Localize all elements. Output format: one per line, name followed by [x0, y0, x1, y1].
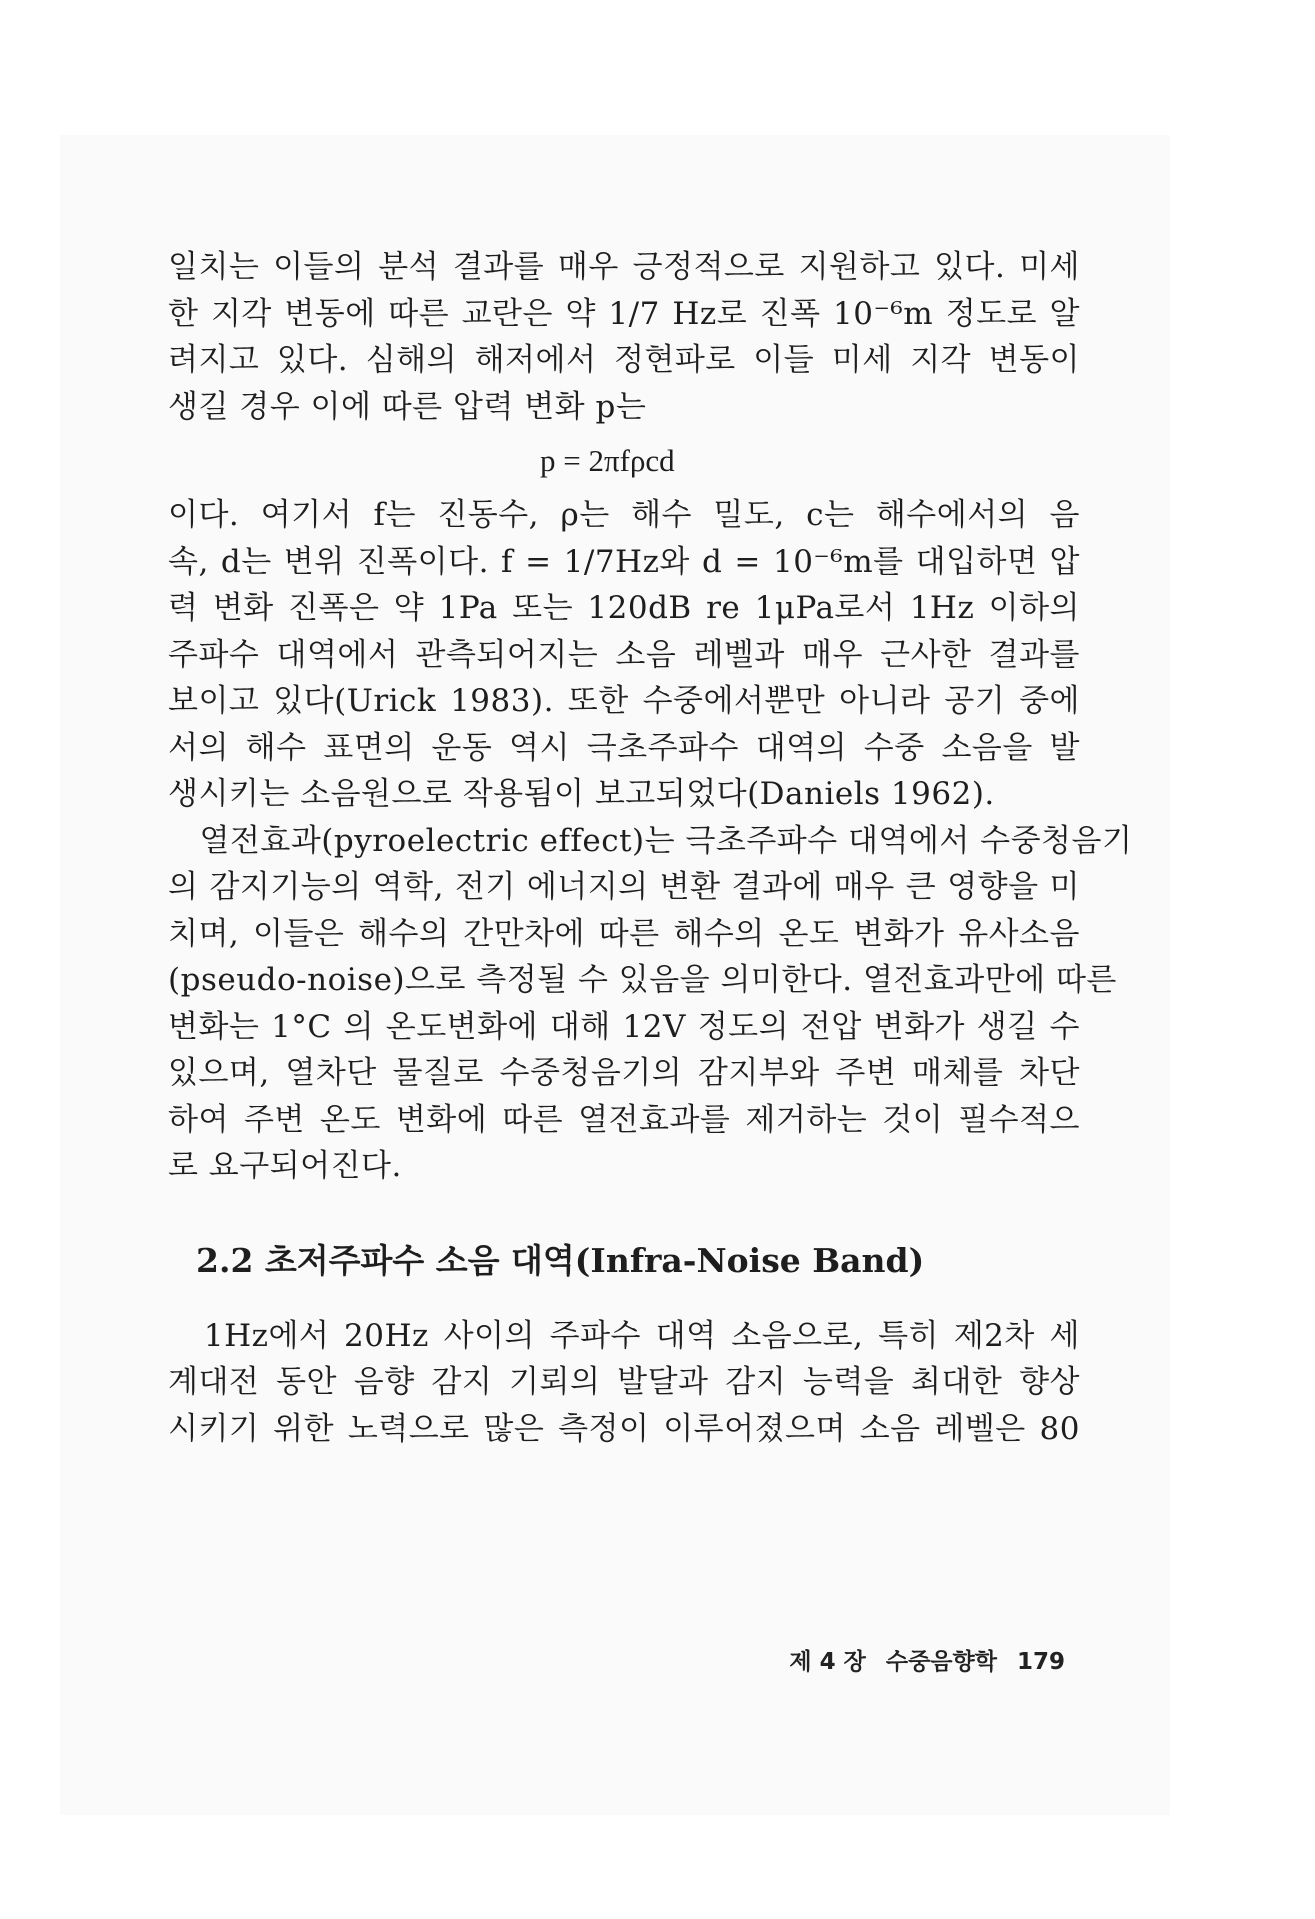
text-line: 있으며, 열차단 물질로 수중청음기의 감지부와 주변 매체를 차단	[168, 1055, 1080, 1091]
text-line: 한 지각 변동에 따른 교란은 약 1/7 Hz로 진폭 10⁻⁶m 정도로 알	[168, 295, 1080, 332]
text-line: 계대전 동안 음향 감지 기뢰의 발달과 감지 능력을 최대한 향상	[168, 1364, 1080, 1400]
text-line: 변화는 1°C 의 온도변화에 대해 12V 정도의 전압 변화가 생길 수	[168, 1008, 1080, 1045]
text-line: (pseudo-noise)으로 측정될 수 있음을 의미한다. 열전효과만에 따른	[168, 962, 1117, 998]
text-line: 열전효과(pyroelectric effect)는 극초주파수 대역에서 수중청음기	[168, 822, 1133, 859]
text-line: 생시키는 소음원으로 작용됨이 보고되었다(Daniels 1962).	[168, 776, 995, 812]
footer-chapter: 제 4 장	[789, 1649, 866, 1675]
text-line: 려지고 있다. 심해의 해저에서 정현파로 이들 미세 지각 변동이	[168, 342, 1080, 378]
text-line: 력 변화 진폭은 약 1Pa 또는 120dB re 1μPa로서 1Hz 이하의	[168, 590, 1080, 626]
text-line: 의 감지기능의 역학, 전기 에너지의 변환 결과에 매우 큰 영향을 미	[168, 869, 1080, 905]
text-line: 로 요구되어진다.	[168, 1148, 402, 1184]
paragraph-2	[168, 492, 1080, 818]
section-heading: 2.2 초저주파수 소음 대역(Infra-Noise Band)	[196, 1240, 925, 1280]
text-line: 생길 경우 이에 따른 압력 변화 p는	[168, 388, 647, 425]
text-line: 이다. 여기서 f는 진동수, ρ는 해수 밀도, c는 해수에서의 음	[168, 497, 1080, 533]
page-footer	[735, 1643, 1065, 1676]
text-line: 하여 주변 온도 변화에 따른 열전효과를 제거하는 것이 필수적으	[168, 1101, 1080, 1138]
text-line: 시키기 위한 노력으로 많은 측정이 이루어졌으며 소음 레벨은 80	[168, 1410, 1080, 1447]
text-line: 주파수 대역에서 관측되어지는 소음 레벨과 매우 근사한 결과를	[168, 636, 1080, 673]
body-text	[168, 244, 1133, 1452]
text-line: 속, d는 변위 진폭이다. f = 1/7Hz와 d = 10⁻⁶m를 대입하면 압	[168, 543, 1080, 580]
heading-spacer	[168, 1299, 1080, 1313]
text-line: 1Hz에서 20Hz 사이의 주파수 대역 소음으로, 특히 제2차 세	[168, 1317, 1080, 1354]
text-line: 일치는 이들의 분석 결과를 매우 긍정적으로 지원하고 있다. 미세	[168, 249, 1080, 285]
pressure-formula: p = 2πfρcd	[540, 443, 675, 478]
text-line: 치며, 이들은 해수의 간만차에 따른 해수의 온도 변화가 유사소음	[168, 915, 1080, 952]
text-line: 보이고 있다(Urick 1983). 또한 수중에서뿐만 아니라 공기 중에	[168, 683, 1080, 719]
footer-title: 수중음향학	[885, 1649, 997, 1675]
paragraph-1	[168, 244, 1080, 430]
text-line: 서의 해수 표면의 운동 역시 극초주파수 대역의 수중 소음을 발	[168, 729, 1080, 766]
paragraph-3	[168, 818, 1133, 1190]
page-number: 179	[1016, 1649, 1065, 1675]
paragraph-4	[168, 1313, 1080, 1453]
